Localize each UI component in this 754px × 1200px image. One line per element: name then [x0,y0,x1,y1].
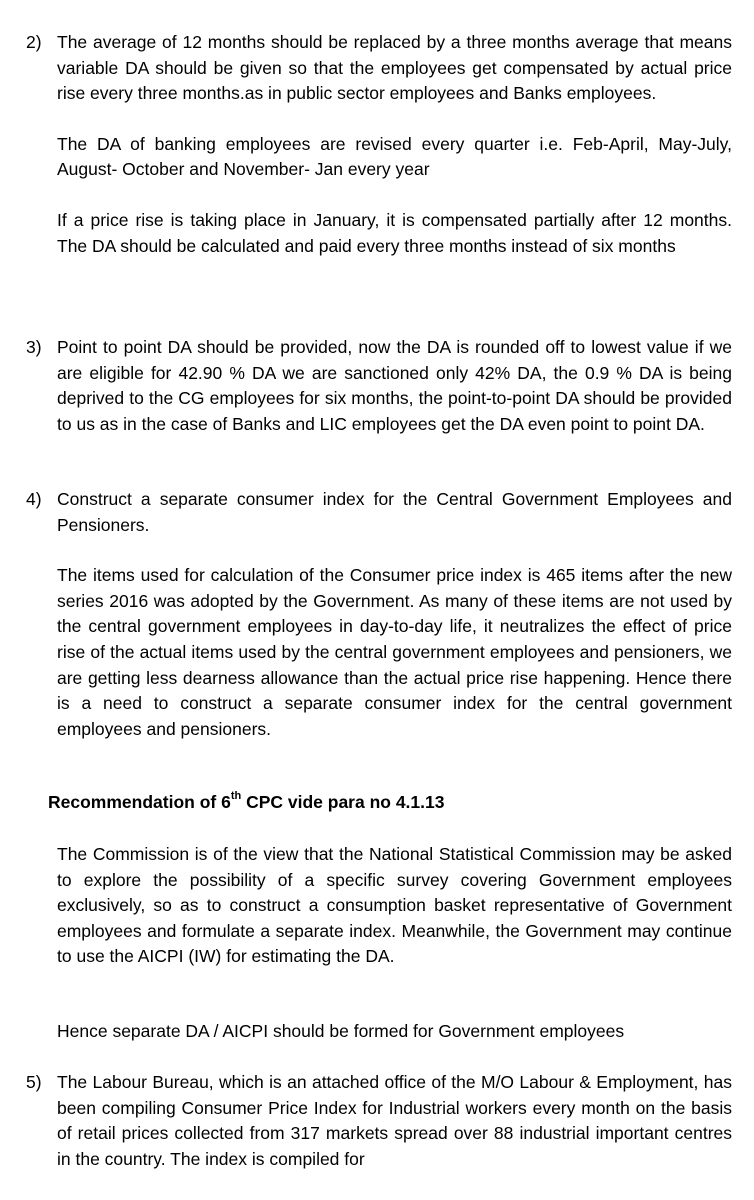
list-item-2 [26,30,732,259]
commission-quote: The Commission is of the view that the National Statistical Commission may be asked to explore the possibility of a specific survey covering Government employees exclusively, so as to construct a consumption basket representative of Government employees and formulate a separate index. Meanwhile, the Government may continue to use the AICPI (IW) for estimating the DA. [57,844,732,967]
item-paragraph: The DA of banking employees are revised every quarter i.e. Feb-April, May-July, August- October and November- Jan every year [57,133,732,180]
item-number: 2) [26,32,42,52]
item-number: 4) [26,489,42,509]
item-paragraph: The average of 12 months should be replaced by a three months average that means variable DA should be given so that the employees get compensated by actual price rise every three months.as in public sector employees and Banks employees. [57,32,732,104]
conclusion-text: Hence separate DA / AICPI should be formed for Government employees [57,1021,625,1041]
item-paragraph: The items used for calculation of the Consumer price index is 465 items after the new series 2016 was adopted by the Government. As many of these items are not used by the central government employees in day-to-day life, it neutralizes the effect of price rise of the actual items used by the central government employees and pensioners, we are getting less dearness allowance than the actual price rise happening. Hence there is a need to construct a separate consumer index for the central government employees and pensioners. [57,565,732,739]
item-paragraph: The Labour Bureau, which is an attached office of the M/O Labour & Employment, has been compiling Consumer Price Index for Industrial workers every month on the basis of retail prices collected from 317 markets spread over 88 industrial important centres in the country. The index is compiled for [57,1072,732,1169]
item-paragraph: Point to point DA should be provided, now the DA is rounded off to lowest value if we are eligible for 42.90 % DA we are sanctioned only 42% DA, the 0.9 % DA is being deprived to the CG employees for six months, the point-to-point DA should be provided to us as in the case of Banks and LIC employees get the DA even point to point DA. [57,337,732,434]
list-item-4 [26,487,732,742]
item-paragraph: If a price rise is taking place in January, it is compensated partially after 12 months. The DA should be calculated and paid every three months instead of six months [57,209,732,256]
list-item-3 [26,335,732,437]
list-item-5 [26,1070,732,1172]
recommendation-heading: Recommendation of 6th CPC vide para no 4.1.13 [48,790,445,812]
item-number: 5) [26,1072,42,1092]
item-paragraph: Construct a separate consumer index for the Central Government Employees and Pensioners. [57,489,732,535]
item-number: 3) [26,337,42,357]
